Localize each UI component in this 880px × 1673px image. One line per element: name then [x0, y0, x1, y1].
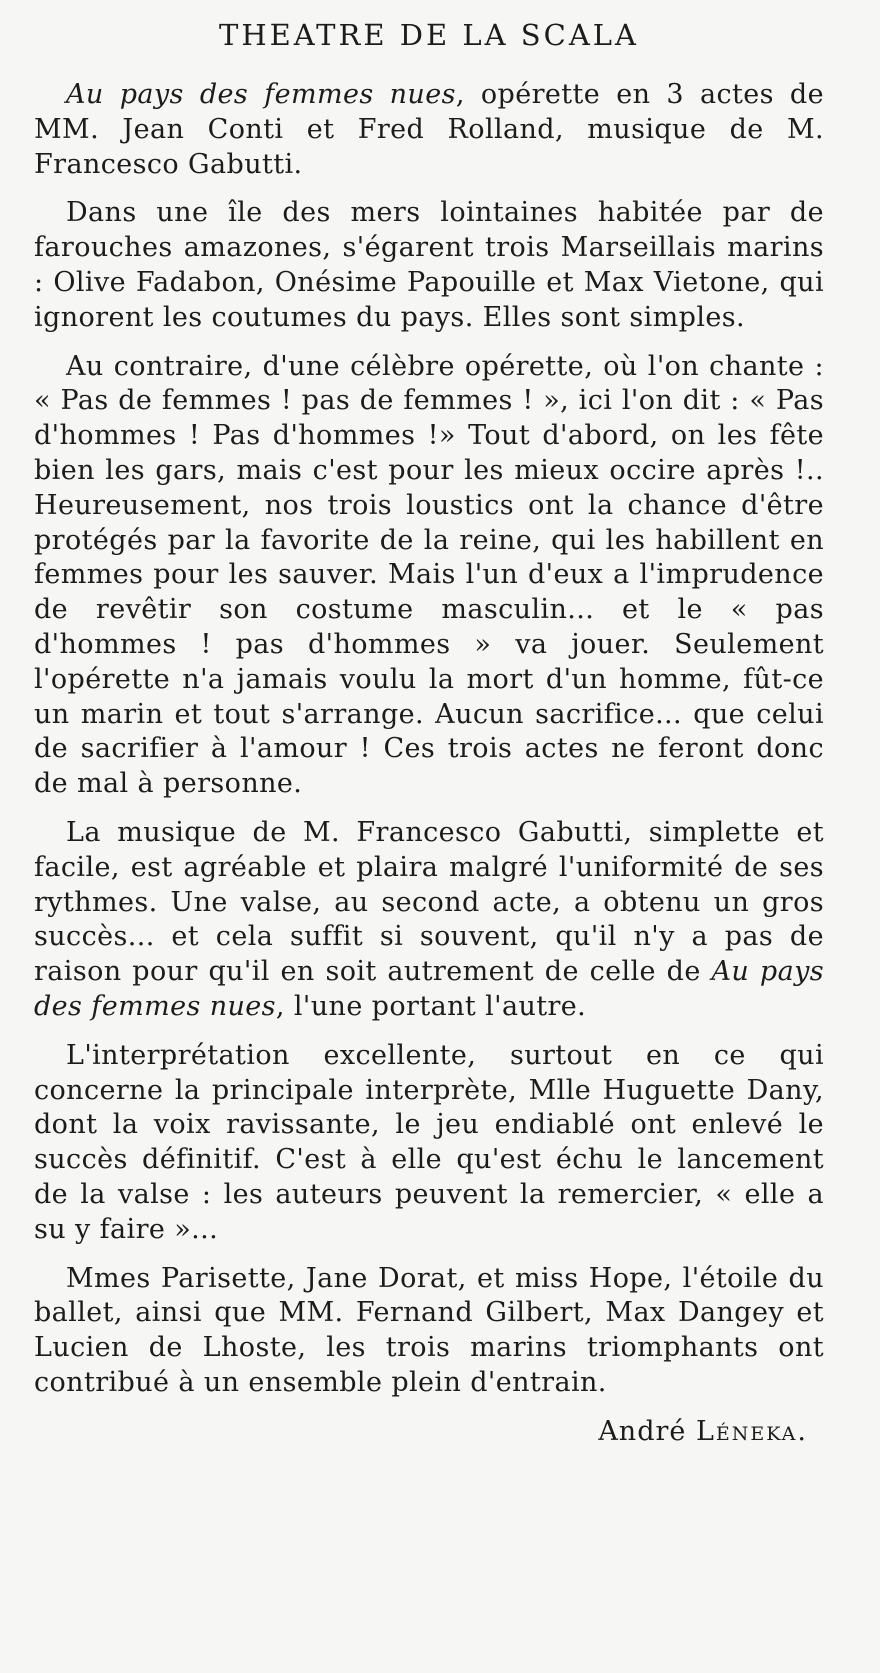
paragraph-interpretation: L'interprétation excellente, surtout en ce qui concerne la principale interprète, Mlle Huguette Dany, dont la voix ravissante, le jeu endiablé ont enlevé le succès définitif. C'est à elle qu'est échu le lancement de la valse : les auteurs peuvent la remercier, « elle a su y faire »...	[34, 1039, 824, 1245]
author-first-name: André	[598, 1415, 687, 1447]
paragraph-plot: Dans une île des mers lointaines habitée par de farouches amazones, s'égarent trois Marseillais marins : Olive Fadabon, Onésime Papouille et Max Vietone, qui ignorent les coutumes du pays. Elles sont simples.	[34, 197, 824, 333]
music-text-after: , l'une portant l'autre.	[275, 990, 587, 1022]
paragraph-cast: Mmes Parisette, Jane Dorat, et miss Hope, l'étoile du ballet, ainsi que MM. Fernand Gilbert, Max Dangey et Lucien de Lhoste, les trois marins triomphants ont contribué à un ensemble plein d'entrain.	[34, 1262, 824, 1398]
intro-text: , opérette en 3 actes de MM. Jean Conti et Fred Rolland, musique de M. Francesco Gabutti.	[34, 79, 824, 180]
paragraph-music	[34, 816, 824, 1025]
article-title: THEATRE DE LA SCALA	[219, 18, 639, 52]
author-surname: Léneka.	[695, 1415, 808, 1447]
paragraph-story: Au contraire, d'une célèbre opérette, où l'on chante : « Pas de femmes ! pas de femmes ! », ici l'on dit : « Pas d'hommes ! Pas d'hommes !» Tout d'abord, on les fête bien les gars, mais c'est pour les mieux occire après !.. Heureusement, nos trois loustics ont la chance d'être protégés par la favorite de la reine, qui les habillent en femmes pour les sauver. Mais l'un d'eux a l'imprudence de revêtir son costume masculin... et le « pas d'hommes ! pas d'hommes » va jouer. Seulement l'opérette n'a jamais voulu la mort d'un homme, fût-ce un marin et tout s'arrange. Aucun sacrifice... que celui de sacrifier à l'amour ! Ces trois actes ne feront donc de mal à personne.	[34, 350, 824, 800]
work-title-repeat: Au pays des femmes nues	[34, 956, 824, 1022]
work-title: Au pays des femmes nues	[66, 79, 456, 110]
paragraph-intro	[34, 78, 824, 182]
author-signature	[34, 1415, 824, 1450]
music-text-before: La musique de M. Francesco Gabutti, simplette et facile, est agréable et plaira malgré l'uniformité de ses rythmes. Une valse, au second acte, a obtenu un gros succès... et cela suffit si souvent, qu'il n'y a pas de raison pour qu'il en soit autrement de celle de	[34, 816, 824, 988]
article-page	[34, 12, 824, 1662]
